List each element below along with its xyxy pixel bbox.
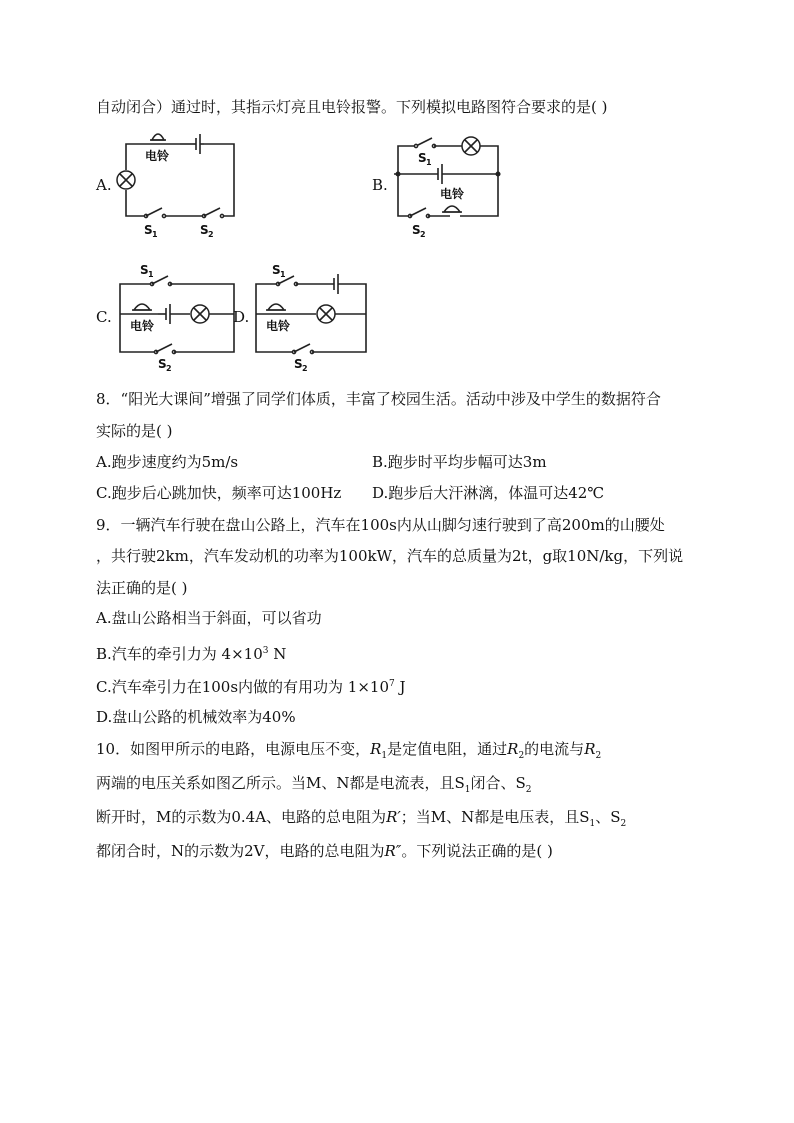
q10-stem-line2: 两端的电压关系如图乙所示。当M、N都是电流表，且$S_1$闭合、$S_2$ [96, 774, 532, 795]
q9-option-a[interactable]: A.盘山公路相当于斜面，可以省功 [96, 609, 322, 627]
svg-text:1: 1 [426, 158, 432, 167]
q8-option-c[interactable]: C.跑步后心跳加快，频率可达100Hz [96, 484, 342, 502]
q9-option-b[interactable]: B.汽车的牵引力为 $4\times 10^3$ N [96, 645, 287, 663]
q9-stem-line3: 法正确的是( ) [96, 579, 188, 597]
q9-stem-line1: 9．一辆汽车行驶在盘山公路上，汽车在100s内从山脚匀速行驶到了高200m的山腰处 [96, 516, 665, 534]
svg-text:S: S [272, 263, 281, 277]
svg-text:电铃: 电铃 [130, 319, 155, 333]
svg-text:2: 2 [208, 230, 214, 239]
q7-circuit-d [250, 260, 374, 372]
q10-stem-line3: 断开时，M的示数为0.4A、电路的总电阻为R′；当M、N都是电压表，且$S_1$、$S_2$ [96, 808, 627, 829]
q7-option-c-letter[interactable]: C. [96, 308, 112, 326]
q8-stem-line1: 8．“阳光大课间”增强了同学们体质，丰富了校园生活。活动中涉及中学生的数据符合 [96, 390, 661, 408]
q8-stem-line2: 实际的是( ) [96, 422, 173, 440]
svg-text:S: S [144, 223, 153, 237]
q7-circuit-c [112, 260, 240, 372]
q8-option-b[interactable]: B.跑步时平均步幅可达3m [372, 453, 547, 471]
q9-stem-line2: ，共行驶2km，汽车发动机的功率为100kW，汽车的总质量为2t，g取10N/kg，下列说 [96, 547, 684, 565]
svg-text:2: 2 [302, 364, 308, 373]
svg-text:S: S [418, 151, 427, 165]
svg-text:1: 1 [148, 270, 154, 279]
svg-text:电铃: 电铃 [266, 319, 291, 333]
q9-option-d[interactable]: D.盘山公路的机械效率为40% [96, 708, 296, 726]
svg-text:1: 1 [152, 230, 158, 239]
q8-option-d[interactable]: D.跑步后大汗淋漓，体温可达42℃ [372, 484, 605, 502]
q7-option-b-letter[interactable]: B. [372, 176, 388, 194]
q7-intro: 自动闭合）通过时，其指示灯亮且电铃报警。下列模拟电路图符合要求的是( ) [96, 98, 608, 116]
q10-stem-line4: 都闭合时，N的示数为2V，电路的总电阻为R″。下列说法正确的是( ) [96, 842, 553, 860]
svg-text:S: S [412, 223, 421, 237]
bell-label: 电铃 [145, 149, 170, 163]
svg-text:S: S [140, 263, 149, 277]
q7-circuit-a [112, 128, 236, 240]
svg-text:电铃: 电铃 [440, 187, 465, 201]
q7-option-a-letter[interactable]: A. [96, 176, 112, 194]
svg-text:S: S [294, 357, 303, 371]
q9-option-c[interactable]: C.汽车牵引力在100s内做的有用功为 $1\times 10^7$ J [96, 678, 406, 696]
q7-option-d-letter[interactable]: D. [233, 308, 250, 326]
svg-text:2: 2 [166, 364, 172, 373]
svg-text:1: 1 [280, 270, 286, 279]
svg-text:S: S [158, 357, 167, 371]
svg-text:S: S [200, 223, 209, 237]
q7-circuit-b [388, 130, 504, 238]
q8-option-a[interactable]: A.跑步速度约为5m/s [96, 453, 239, 471]
q10-stem-line1: 10．如图甲所示的电路，电源电压不变，$R_1$是定值电阻，通过$R_2$的电流与$R_2$ [96, 740, 602, 761]
svg-text:2: 2 [420, 230, 426, 239]
